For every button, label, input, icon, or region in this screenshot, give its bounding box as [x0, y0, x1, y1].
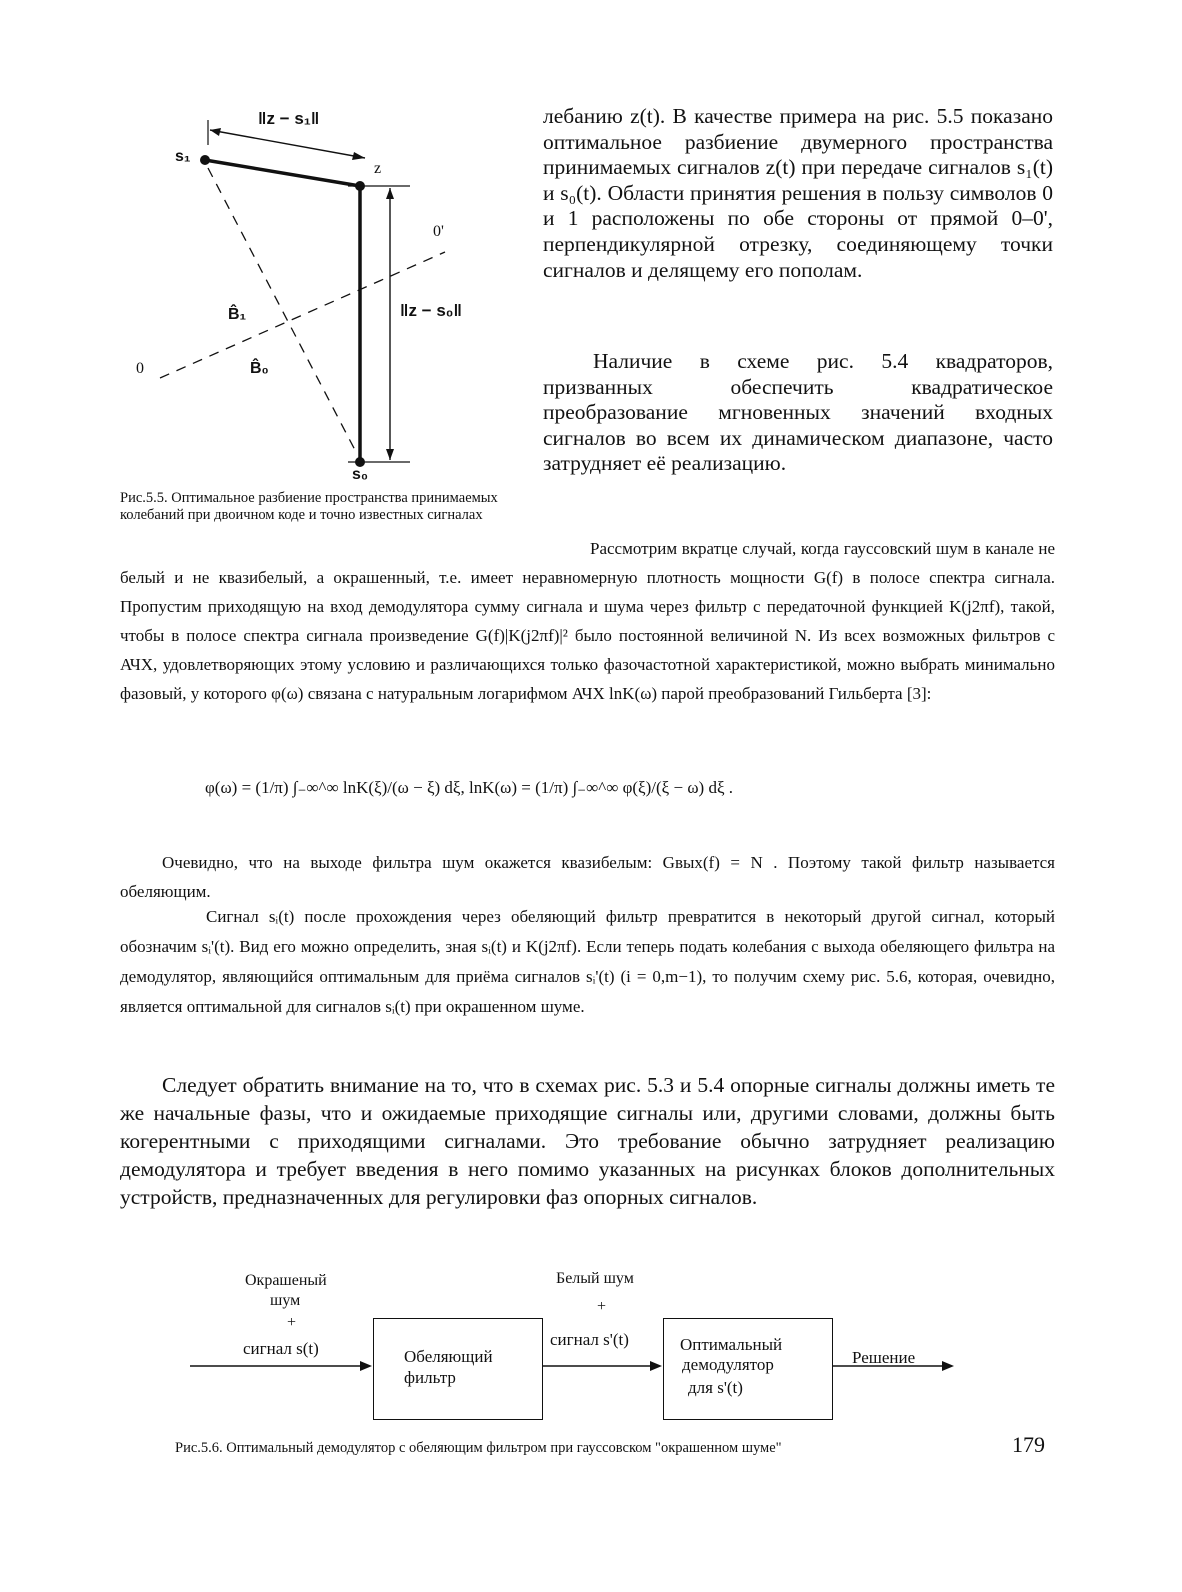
- label-zero-prime: 0': [433, 223, 444, 240]
- label-b1: B̂₁: [228, 306, 247, 323]
- whitening-filter-block: [373, 1318, 543, 1420]
- figure-5-5-caption: Рис.5.5. Оптимальное разбиение пространства принимаемых колебаний при двоичном коде и точно известных сигналах: [120, 490, 498, 523]
- label-dist-z-s0: ‖z − s₀‖: [400, 301, 462, 320]
- block2-line1: Оптимальный: [680, 1335, 783, 1354]
- mid-signal-label: сигнал s'(t): [550, 1330, 629, 1349]
- input-label-4: сигнал s(t): [243, 1339, 319, 1358]
- label-s0: s₀: [352, 466, 369, 483]
- paragraph-3: Рассмотрим вкратце случай, когда гауссовский шум в канале не белый и не квазибелый, а окрашенный, т.е. имеет неравномерную плотность мощности G(f) в полосе спектра сигнала. Пропустим приходящую на вход демодулятора сумму сигнала и шума через фильтр с передаточной функцией K(j2πf), такой, чтобы в полосе спектра сигнала произведение G(f)|K(j2πf)|² было постоянной величиной N. Из всех возможных фильтров с АЧХ, удовлетворяющих этому условию и различающихся только фазочастотной характеристикой, можно выбрать минимально фазовый, у которого φ(ω) связана с натуральным логарифмом АЧХ lnK(ω) парой преобразований Гильберта [3]:: [120, 539, 1055, 703]
- point-s1: [200, 155, 210, 165]
- input-label-3: +: [287, 1314, 297, 1331]
- paragraph-1: лебанию z(t). В качестве примера на рис. 5.5 показано оптимальное разбиение двумерного пространства принимаемых сигналов z(t) при передаче сигналов s₁(t) и s₀(t). Области принятия решения в пользу символов 0 и 1 расположены по обе стороны от прямой 0–0', перпендикулярной отрезку, соединяющему точки сигналов и делящему его пополам.: [543, 104, 1053, 282]
- figure-5-6-caption: Рис.5.6. Оптимальный демодулятор с обеляющим фильтром при гауссовском "окрашенном шуме": [175, 1440, 782, 1456]
- paragraph-6: Следует обратить внимание на то, что в схемах рис. 5.3 и 5.4 опорные сигналы должны иметь те же начальные фазы, что и ожидаемые приходящие сигналы или, другими словами, должны быть когерентными с приходящими сигналами. Это требование обычно затрудняет реализацию демодулятора и требует введения в него помимо указанных на рисунках блоков дополнительных устройств, предназначенных для регулировки фаз опорных сигналов.: [120, 1073, 1055, 1209]
- page-number: 179: [1012, 1432, 1045, 1457]
- dim-arrow-z-s1: [210, 130, 365, 158]
- paragraph-4: Очевидно, что на выходе фильтра шум окажется квазибелым: Gвых(f) = N . Поэтому такой фильтр называется обеляющим.: [120, 853, 1055, 901]
- label-z: z: [374, 160, 382, 177]
- white-noise-plus: +: [597, 1298, 607, 1315]
- figure-5-5-diagram: [120, 100, 470, 495]
- block1-line1: Обеляющий: [404, 1347, 493, 1366]
- label-dist-z-s1: ‖z − s₁‖: [258, 109, 320, 128]
- block2-line2: демодулятор: [682, 1355, 774, 1374]
- output-label: Решение: [852, 1348, 916, 1367]
- white-noise-label: Белый шум: [556, 1270, 634, 1287]
- hilbert-formula: φ(ω) = (1/π) ∫₋∞^∞ lnK(ξ)/(ω − ξ) dξ, lnK(ω) = (1/π) ∫₋∞^∞ φ(ξ)/(ξ − ω) dξ .: [205, 778, 734, 797]
- block1-line2: фильтр: [404, 1368, 456, 1387]
- block2-line3: для s'(t): [688, 1378, 743, 1397]
- label-s1: s₁: [175, 148, 191, 165]
- paragraph-5: Сигнал sᵢ(t) после прохождения через обеляющий фильтр превратится в некоторый другой сигнал, который обозначим sᵢ'(t). Вид его можно определить, зная sᵢ(t) и K(j2πf). Если теперь подать колебания с выхода обеляющего фильтра на демодулятор, являющийся оптимальным для приёма сигналов sᵢ'(t) (i = 0,m−1), то получим схему рис. 5.6, которая, очевидно, является оптимальной для сигналов sᵢ(t) при окрашенном шуме.: [120, 907, 1055, 1016]
- label-zero: 0: [136, 360, 144, 377]
- input-label-2: шум: [270, 1292, 301, 1309]
- segment-s1-z: [205, 160, 360, 186]
- label-b0: B̂₀: [250, 360, 269, 377]
- input-label-1: Окрашеный: [245, 1272, 327, 1289]
- paragraph-2: Наличие в схеме рис. 5.4 квадраторов, призванных обеспечить квадратическое преобразование мгновенных значений входных сигналов во всем их динамическом диапазоне, часто затрудняет её реализацию.: [543, 349, 1053, 476]
